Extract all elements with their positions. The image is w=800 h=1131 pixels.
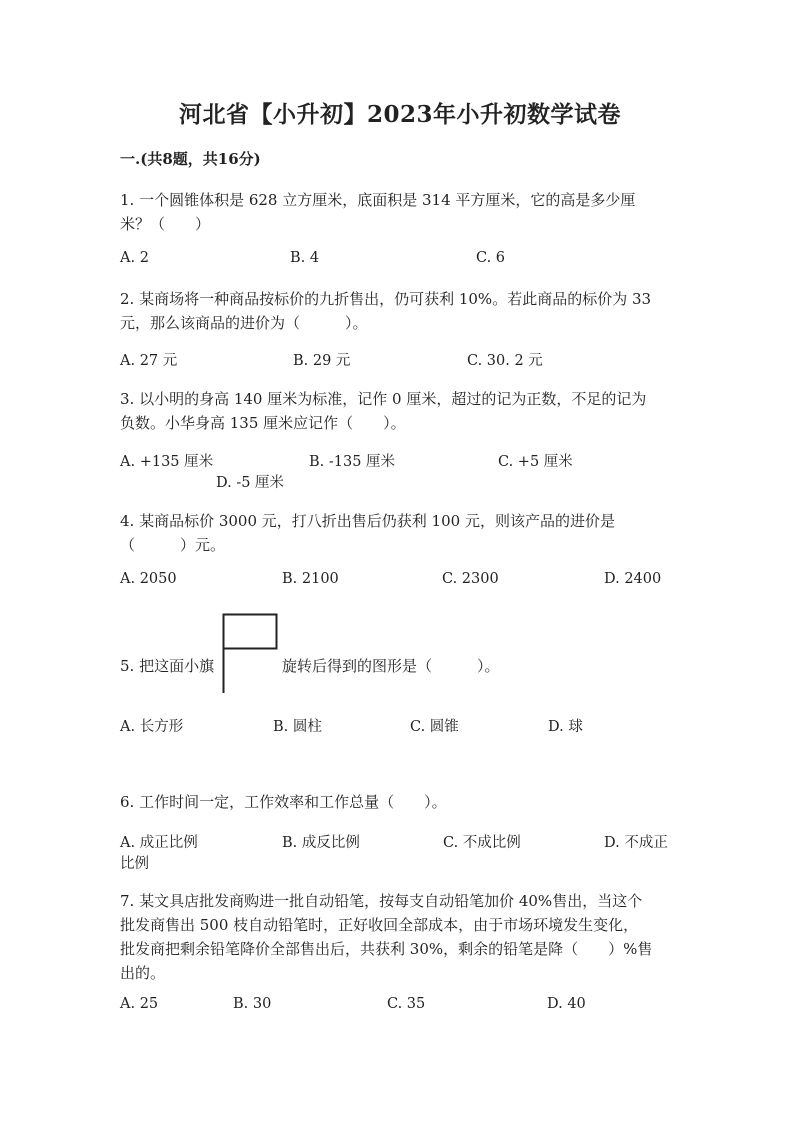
- question-6: 6. 工作时间一定，工作效率和工作总量（ ）。: [120, 793, 447, 811]
- question-7-line4: 出的。: [120, 964, 166, 982]
- question-1: [120, 188, 680, 236]
- option-2b[interactable]: B. 29 元: [293, 353, 351, 369]
- option-1a[interactable]: A. 2: [120, 250, 149, 266]
- option-1c[interactable]: C. 6: [476, 250, 506, 266]
- option-7b[interactable]: B. 30: [233, 996, 272, 1012]
- question-7-line2: 批发商售出 500 枝自动铅笔时，正好收回全部成本，由于市场环境发生变化，: [120, 916, 639, 934]
- option-4c[interactable]: C. 2300: [442, 571, 499, 587]
- option-7d[interactable]: D. 40: [547, 996, 586, 1012]
- option-6d[interactable]: D. 不成正: [604, 835, 668, 851]
- option-3b[interactable]: B. -135 厘米: [309, 454, 396, 470]
- question-4: [120, 509, 680, 557]
- option-4d[interactable]: D. 2400: [604, 571, 662, 587]
- option-1b[interactable]: B. 4: [290, 250, 320, 266]
- option-5a[interactable]: A. 长方形: [120, 719, 184, 735]
- option-6c[interactable]: C. 不成比例: [443, 835, 521, 851]
- flag-rectangle: [224, 615, 277, 649]
- question-5-part2: 旋转后得到的图形是（ ）。: [282, 657, 500, 675]
- question-3-line2: 负数。小华身高 135 厘米应记作（ ）。: [120, 414, 406, 432]
- question-2: [120, 287, 680, 335]
- option-2a[interactable]: A. 27 元: [120, 353, 178, 369]
- question-2-line2: 元，那么该商品的进价为（ ）。: [120, 314, 368, 332]
- option-5c[interactable]: C. 圆锥: [410, 719, 459, 735]
- question-3: [120, 387, 680, 435]
- option-3a[interactable]: A. +135 厘米: [120, 454, 214, 470]
- option-6b[interactable]: B. 成反比例: [282, 835, 360, 851]
- option-3c[interactable]: C. +5 厘米: [498, 454, 573, 470]
- option-6d-continuation: 比例: [120, 856, 149, 872]
- option-7c[interactable]: C. 35: [387, 996, 426, 1012]
- option-6a[interactable]: A. 成正比例: [120, 835, 198, 851]
- question-4-line1: 4. 某商品标价 3000 元，打八折出售后仍获利 100 元，则该产品的进价是: [120, 512, 615, 530]
- question-5-part1: 5. 把这面小旗: [120, 657, 215, 675]
- question-4-line2: （ ）元。: [120, 536, 226, 554]
- option-5d[interactable]: D. 球: [548, 719, 583, 735]
- option-5b[interactable]: B. 圆柱: [273, 719, 322, 735]
- option-4a[interactable]: A. 2050: [120, 571, 177, 587]
- option-7a[interactable]: A. 25: [120, 996, 159, 1012]
- question-1-line1: 1. 一个圆锥体积是 628 立方厘米，底面积是 314 平方厘米，它的高是多少厘: [120, 191, 636, 209]
- question-1-line2: 米？（ ）: [120, 215, 211, 233]
- question-2-line1: 2. 某商场将一种商品按标价的九折售出，仍可获利 10%。若此商品的标价为 33: [120, 290, 652, 308]
- page-title: 河北省【小升初】2023年小升初数学试卷: [178, 101, 621, 128]
- question-7-line1: 7. 某文具店批发商购进一批自动铅笔，按每支自动铅笔加价 40%售出，当这个: [120, 892, 643, 910]
- option-2c[interactable]: C. 30. 2 元: [467, 353, 543, 369]
- option-4b[interactable]: B. 2100: [282, 571, 339, 587]
- question-7-line3: 批发商把剩余铅笔降价全部售出后，共获利 30%，剩余的铅笔是降（ ）%售: [120, 940, 653, 958]
- question-7: [120, 889, 680, 985]
- flag-figure: [220, 612, 280, 694]
- option-3d[interactable]: D. -5 厘米: [216, 475, 285, 491]
- section-heading: 一.(共8题，共16分): [120, 150, 261, 168]
- question-3-line1: 3. 以小明的身高 140 厘米为标准，记作 0 厘米，超过的记为正数，不足的记为: [120, 390, 647, 408]
